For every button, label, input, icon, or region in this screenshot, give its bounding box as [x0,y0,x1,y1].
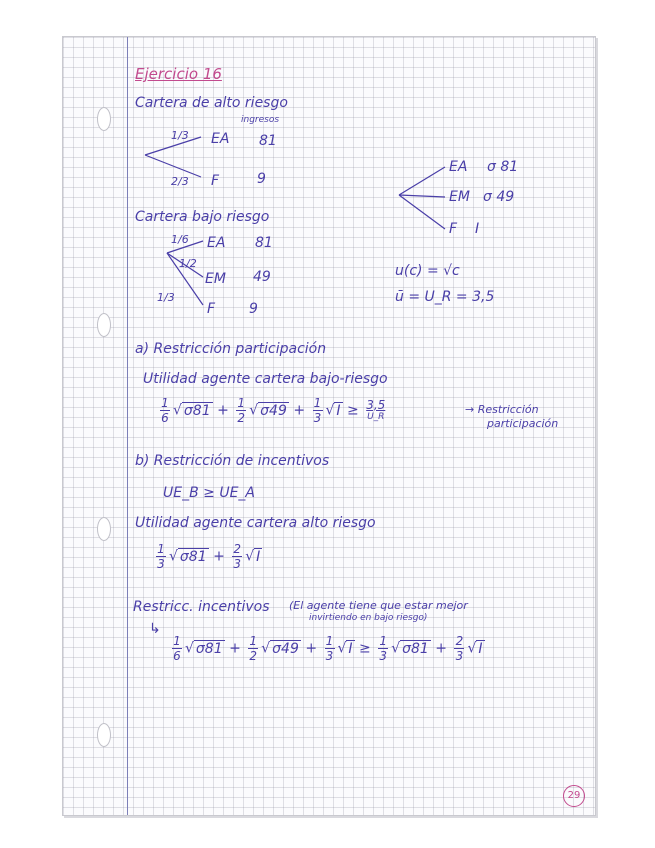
notebook-page [62,36,596,816]
participation-note: participación [487,417,559,430]
incentive-note: invirtiendo en bajo riesgo) [309,613,428,623]
contract-value: σ 81 [487,159,519,175]
part-a-heading: a) Restricción participación [135,341,327,357]
income-note: ingresos [241,115,280,125]
branch-value: 81 [259,133,277,149]
binder-hole [97,723,111,747]
branch-label: EA [211,131,230,147]
branch-label: EA [207,235,226,251]
binder-hole [97,517,111,541]
branch-label: EM [205,271,226,287]
margin-line [127,37,128,815]
participation-note: → Restricción [465,403,539,416]
part-b-heading: b) Restricción de incentivos [135,453,330,469]
high-risk-utility: $\frac{1}{3}$ √ σ81 + $\frac{2}{3}$ √ I [157,542,261,571]
branch-prob: 2/3 [171,175,189,188]
contract-value: σ 49 [483,189,515,205]
incentive-inequality: UE_B ≥ UE_A [163,485,255,501]
part-a-line: Utilidad agente cartera bajo-riesgo [143,371,388,387]
branch-value: 9 [249,301,258,317]
contract-label: EM [449,189,470,205]
branch-prob: 1/3 [171,129,189,142]
binder-hole [97,313,111,337]
contract-value: I [475,221,480,237]
branch-value: 81 [255,235,273,251]
branch-label: F [211,173,220,189]
incentive-label: Restricc. incentivos [133,599,270,615]
contract-tree [395,163,455,233]
high-risk-heading: Cartera de alto riesgo [135,95,288,111]
branch-value: 9 [257,171,266,187]
branch-prob: 1/6 [171,233,189,246]
exercise-title: Ejercicio 16 [135,65,222,83]
branch-value: 49 [253,269,271,285]
incentive-constraint: $\frac{1}{6}$ √ σ81 + $\frac{1}{2}$ √ σ49 + $\frac{1}{3}$ √ I ≥ $\frac{1}{3}$ √ σ81 + $\frac{2}{3}$ √ I [173,634,483,663]
participation-constraint: $\frac{1}{6}$ √ σ81 + $\frac{1}{2}$ √ σ49 + $\frac{1}{3}$ √ I ≥ $\frac{3,5}{U\_R}$ [161,396,386,425]
branch-prob: 1/2 [179,257,197,270]
utility-function: u(c) = √c [395,263,460,279]
low-risk-heading: Cartera bajo riesgo [135,209,270,225]
page-number: 29 [563,785,585,807]
contract-label: EA [449,159,468,175]
branch-label: F [207,301,216,317]
binder-hole [97,107,111,131]
arrow-mark: ↳ [149,621,161,637]
contract-label: F [449,221,458,237]
reservation-utility: ū = U_R = 3,5 [395,289,495,305]
branch-prob: 1/3 [157,291,175,304]
incentive-note: (El agente tiene que estar mejor [289,599,468,612]
part-b-line: Utilidad agente cartera alto riesgo [135,515,376,531]
